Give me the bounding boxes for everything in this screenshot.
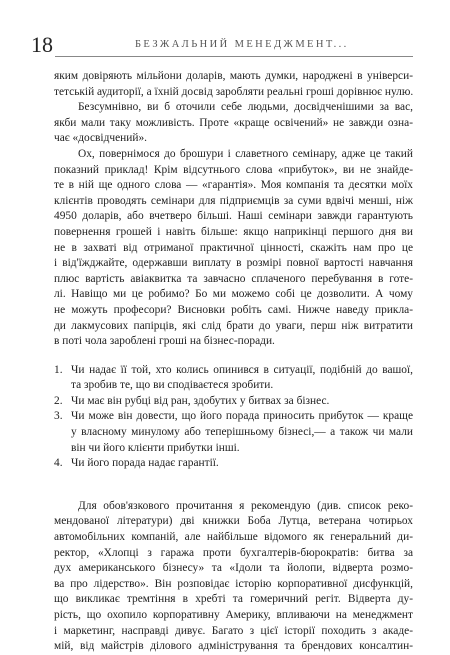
text-line: ректор, «Хлопці з гаража проти бухгалтерів-бюрократів: битва за [54,546,413,559]
text-line: автомобільних компаній, але найбільше відомого як генеральний ди- [54,531,413,544]
text-line: тетській аудиторії, а їхній досвід заробляти реальні гроші дорівнює нулю. [54,85,414,98]
list-item-text: Чи надає її той, хто колись опинився в ситуації, подібній до вашої, [71,363,413,376]
text-line: і маркетинг, насправді дивує. Багато з цієї історії походить з акаде- [54,624,413,637]
text-line: Ох, повернімося до брошури і славетного семінару, адже це такий [78,147,413,160]
list-item-text: Чи може він довести, що його порада приносить прибуток — краще [71,410,413,423]
text-line: показний приклад! Крім відсутнього слова «прибуток», ви не знайде- [54,163,413,176]
page-header [31,33,413,61]
text-line: повернення грошей і навіть більше: якщо наприкінці першого дня ви [54,225,413,238]
spacer [54,350,413,363]
list-item-text: він чи його клієнти прибутки інші. [71,441,240,454]
text-line: плюс вартість авіаквитка та завчасно сплаченого перебування в готе- [54,272,413,285]
text-line: Безсумнівно, ви б оточили себе людьми, досвідченішими за вас, [78,101,413,114]
list-item [54,394,413,410]
text-line: що викликає тремтіння в хребті та гомеричний регіт. Відверта ду- [54,593,413,606]
list-item [54,409,413,456]
paragraph [54,100,413,147]
list-item [54,456,413,472]
list-item-number: 3. [54,410,63,423]
list-item-number: 4. [54,457,63,470]
text-line: в поті чола зароблені гроші на бізнес-поради. [54,335,275,348]
page-number: 18 [31,32,53,57]
paragraph [54,499,413,655]
text-line: не можуть професори? Висновки робіть самі. Нижче наведу прикла- [54,303,413,316]
text-line: ди лакмусових папірців, які слід брати до уваги, перш ніж витратити [54,319,413,332]
list-item-number: 2. [54,394,63,407]
text-line: і від'їжджайте, одержавши виплату в розмірі повної вартості навчання [54,257,413,270]
numbered-list [54,363,413,472]
text-line: якби мали таку можливість. Проте «краще освічений» не завжди озна- [54,116,413,129]
list-item-text: Чи має він рубці від ран, здобутих у битвах за бізнес. [71,394,330,407]
text-line: лі. Навіщо ми це робимо? Бо ми можемо собі це дозволити. А чому [54,288,413,301]
text-line: рість, що охопило корпоративну Америку, впливаючи на менеджмент [54,609,413,621]
list-item-text: та зробив те, що ви сподіваєтеся зробити. [71,379,274,392]
list-item [54,363,413,394]
running-title: БЕЗЖАЛЬНИЙ МЕНЕДЖМЕНТ... [135,39,349,50]
paragraph [54,69,413,100]
text-line: 4950 доларів, або вчетверо більші. Наші семінари завжди гарантують [54,210,413,223]
text-line: мій, від майстрів ділового адміністрування та брендових консалтин- [54,640,413,653]
text-line: не в захваті від отриманої практичної цінності, скажіть нам про це [54,241,413,254]
text-line: те в ній ще одного слова — «гарантія». Моя компанія та десятки моїх [54,179,413,192]
spacer [54,472,413,499]
text-line: мендованої літератури) дві книжки Боба Лутца, ветерана чотирьох [54,515,413,528]
text-line: Для обов'язкового прочитання я рекомендую (див. список реко- [78,499,413,512]
paragraph [54,147,413,350]
text-line: яким довіряють мільйони доларів, мають думки, народжені в універси- [54,70,413,82]
text-line: дух американського бізнесу» та «Ідоли та йолопи, відверта розмо- [54,562,413,575]
text-line: чає «досвідчений». [54,132,147,145]
list-item-number: 1. [54,363,63,376]
text-line: клієнтів проводять семінари для підприємців за суми вдвічі менші, ніж [54,194,413,207]
text-line: ва про лідерство». Він розповідає історію корпоративної дисфункцій, [54,577,413,590]
header-divider [55,56,413,57]
page-body [54,69,413,655]
list-item-text: Чи його порада надає гарантії. [71,457,219,470]
list-item-text: у власному минулому або теперішньому бізнесі,— а також чи мали [71,426,413,439]
